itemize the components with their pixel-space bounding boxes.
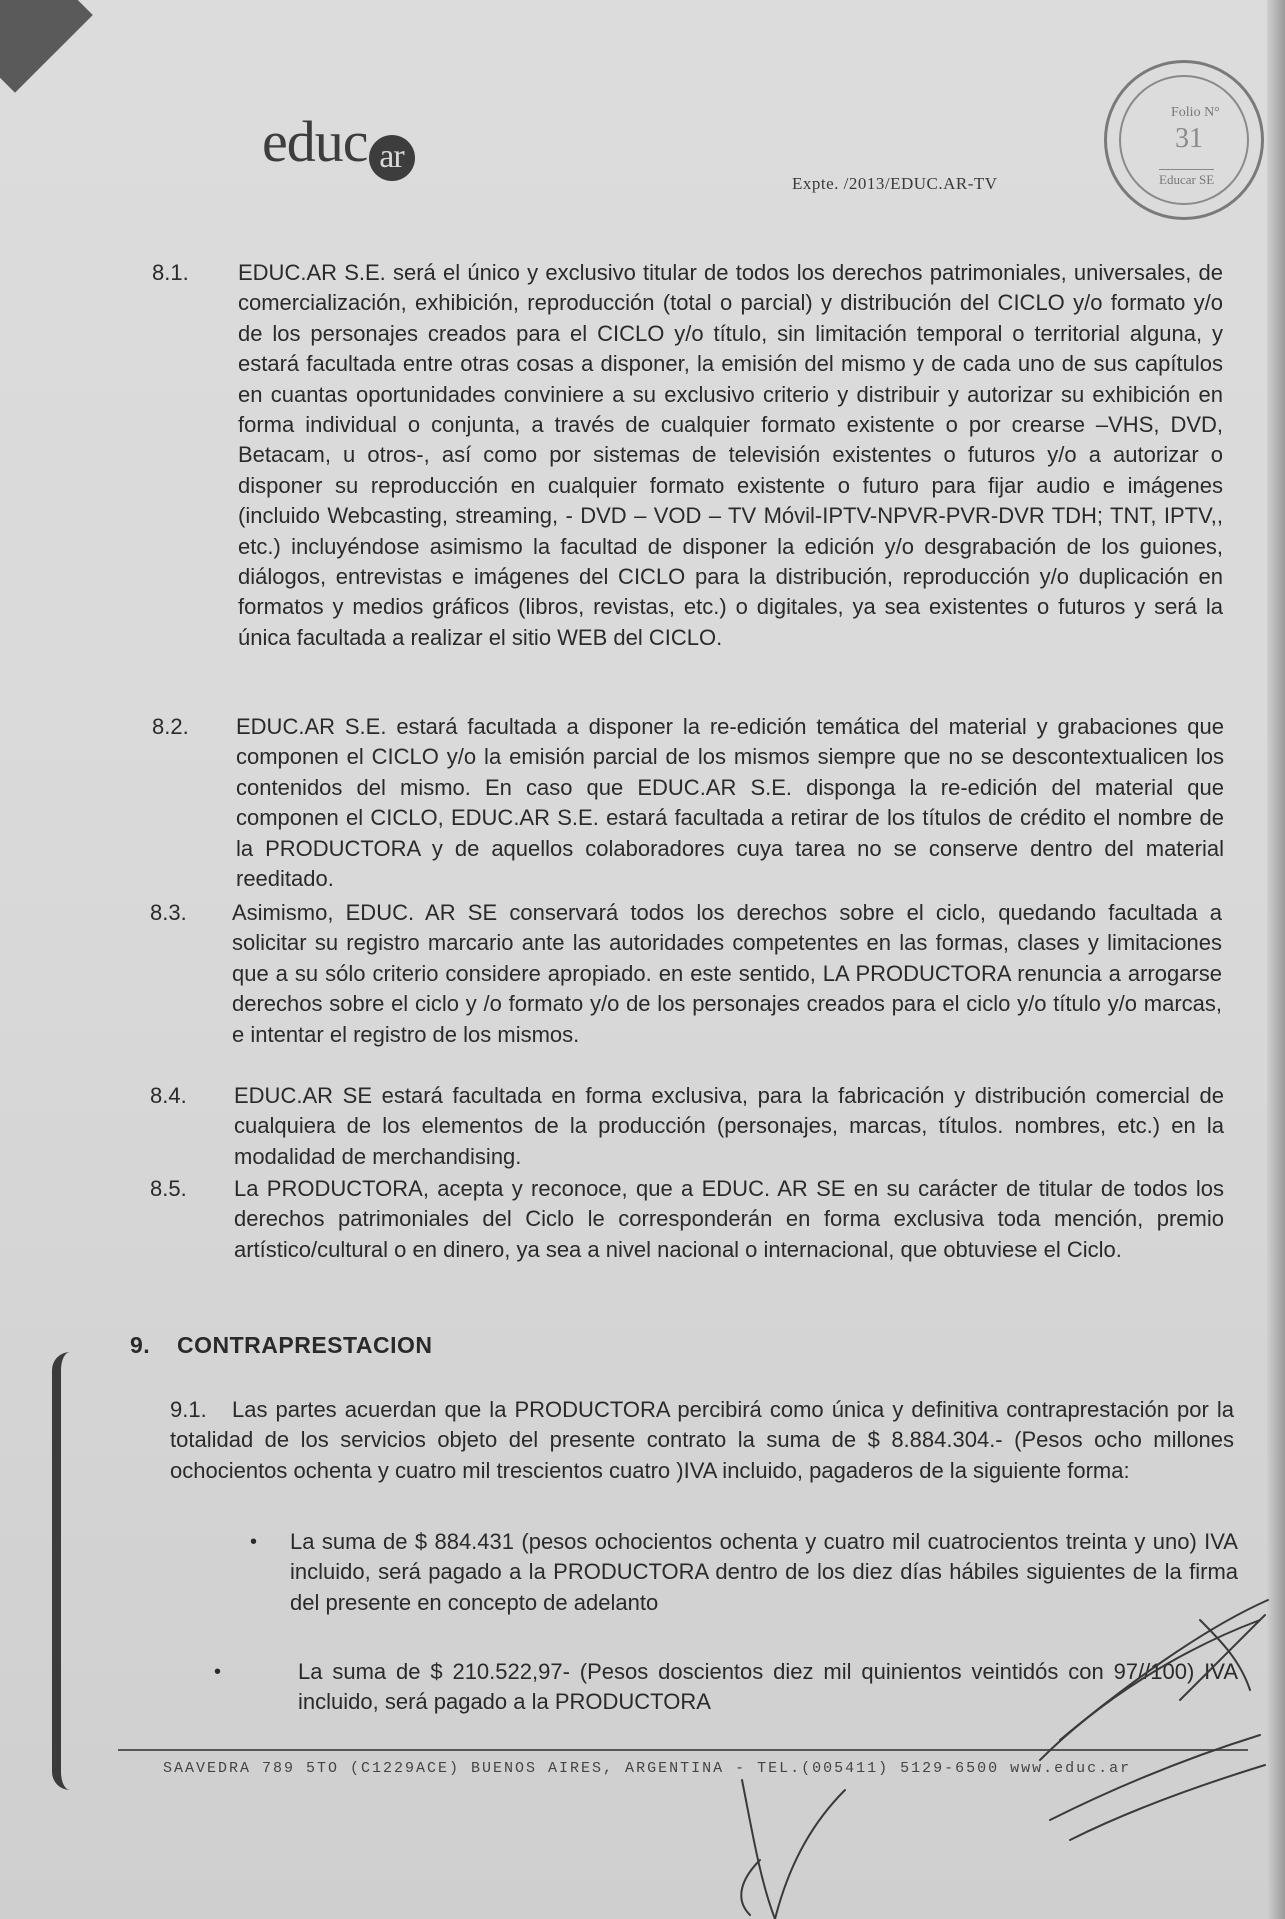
clause-number: 8.4. [150,1083,187,1108]
clause-number: 8.5. [150,1176,187,1201]
folio-stamp-inner [1119,75,1249,205]
clause-text: Asimismo, EDUC. AR SE conservará todos los derechos sobre el ciclo, quedando facultada a solicitar su registro marcario ante las autoridades competentes en las formas, clases y limitaciones que a su sólo criterio considere apropiado. en este sentido, LA PRODUCTORA renuncia a arrogarse derechos sobre el ciclo y /o formato y/o de los personajes creados para el ciclo y/o título y/o marcas, e intentar el registro de los mismos. [232,900,1222,1047]
page-edge-shadow [1267,0,1285,1919]
clause-text: Las partes acuerdan que la PRODUCTORA percibirá como única y definitiva contraprestación por la totalidad de los servicios objeto del presente contrato la suma de $ 8.884.304.- (Pesos ocho millones ochocientos ochenta y cuatro mil trescientos cuatro )IVA incluido, pagaderos de la siguiente forma: [170,1397,1234,1483]
logo-badge: ar [369,135,415,181]
clause-number: 8.2. [152,714,189,739]
folio-org: Educar SE [1159,169,1214,188]
section-number: 9. [130,1332,151,1358]
page-corner-shadow [0,0,93,93]
clause-number: 8.1. [152,260,189,285]
footer-address: SAAVEDRA 789 5TO (C1229ACE) BUENOS AIRES, ARGENTINA - TEL.(005411) 5129-6500 www.educ.ar [163,1760,1132,1777]
folio-label: Folio N° [1171,105,1220,120]
clause-text: EDUC.AR SE estará facultada en forma exclusiva, para la fabricación y distribución comercial de cualquiera de los elementos de la producción (personajes, marcas, títulos. nombres, etc.) en la modalidad de merchandising. [234,1083,1224,1169]
clause-number: 8.3. [150,900,187,925]
handwritten-bracket [52,1352,78,1790]
clause-text: EDUC.AR S.E. estará facultada a disponer la re-edición temática del material y grabaciones que componen el CICLO y/o la emisión parcial de los mismos siempre que no se descontextualicen los contenidos del mismo. En caso que EDUC.AR S.E. disponga la re-edición del material que componen el CICLO, EDUC.AR S.E. estará facultada a retirar de los títulos de crédito el nombre de la PRODUCTORA y de aquellos colaboradores cuya tarea no se conserve dentro del material reeditado. [236,714,1224,892]
bullet-dot: • [250,1531,258,1553]
folio-number: 31 [1175,123,1203,154]
bullet-text: La suma de $ 210.522,97- (Pesos doscientos diez mil quinientos veintidós con 97//100) IVA incluido, será pagado a la PRODUCTORA [298,1659,1238,1715]
folio-stamp [1104,60,1264,220]
expediente-number: Expte. /2013/EDUC.AR-TV [792,174,998,193]
bullet-dot: • [214,1661,222,1683]
clause-number: 9.1. [170,1397,207,1422]
logo-text: educ [262,109,368,174]
section-title: CONTRAPRESTACION [177,1332,433,1358]
section-heading [130,1332,432,1359]
clause-text: EDUC.AR S.E. será el único y exclusivo titular de todos los derechos patrimoniales, universales, de comercialización, exhibición, reproducción (total o parcial) y distribución del CICLO y/o formato y/o de los personajes creados para el CICLO y/o título, sin limitación temporal o territorial alguna, y estará facultada entre otras cosas a disponer, la emisión del mismo y de cada uno de sus capítulos en cuantas oportunidades conviniere a su exclusivo criterio y distribuir y autorizar su exhibición en forma individual o conjunta, a través de cualquier formato existente o por crearse –VHS, DVD, Betacam, u otros-, así como por sistemas de televisión existentes o futuros y/o a autorizar o disponer su reproducción en cualquier formato existente o futuro para fijar audio e imágenes (incluido Webcasting, streaming, - DVD – VOD – TV Móvil-IPTV-NPVR-PVR-DVR TDH; TNT, IPTV,, etc.) incluyéndose asimismo la facultad de disponer la edición y/o desgrabación de los guiones, diálogos, entrevistas e imágenes del CICLO para la distribución, reproducción y/o duplicación en formatos y medios gráficos (libros, revistas, etc.) o digitales, ya sea existentes o futuros y será la única facultada a realizar el sitio WEB del CICLO. [238,260,1223,650]
educar-logo [262,108,415,181]
bullet-text: La suma de $ 884.431 (pesos ochocientos ochenta y cuatro mil cuatrocientos treinta y uno) IVA incluido, será pagado a la PRODUCTORA dentro de los diez días hábiles siguientes de la firma del presente en concepto de adelanto [290,1529,1238,1615]
clause-text: La PRODUCTORA, acepta y reconoce, que a EDUC. AR SE en su carácter de titular de todos los derechos patrimoniales del Ciclo le corresponderán en forma exclusiva toda mención, premio artístico/cultural o en dinero, ya sea a nivel nacional o internacional, que obtuviese el Ciclo. [234,1176,1224,1262]
footer-rule [118,1749,1248,1751]
